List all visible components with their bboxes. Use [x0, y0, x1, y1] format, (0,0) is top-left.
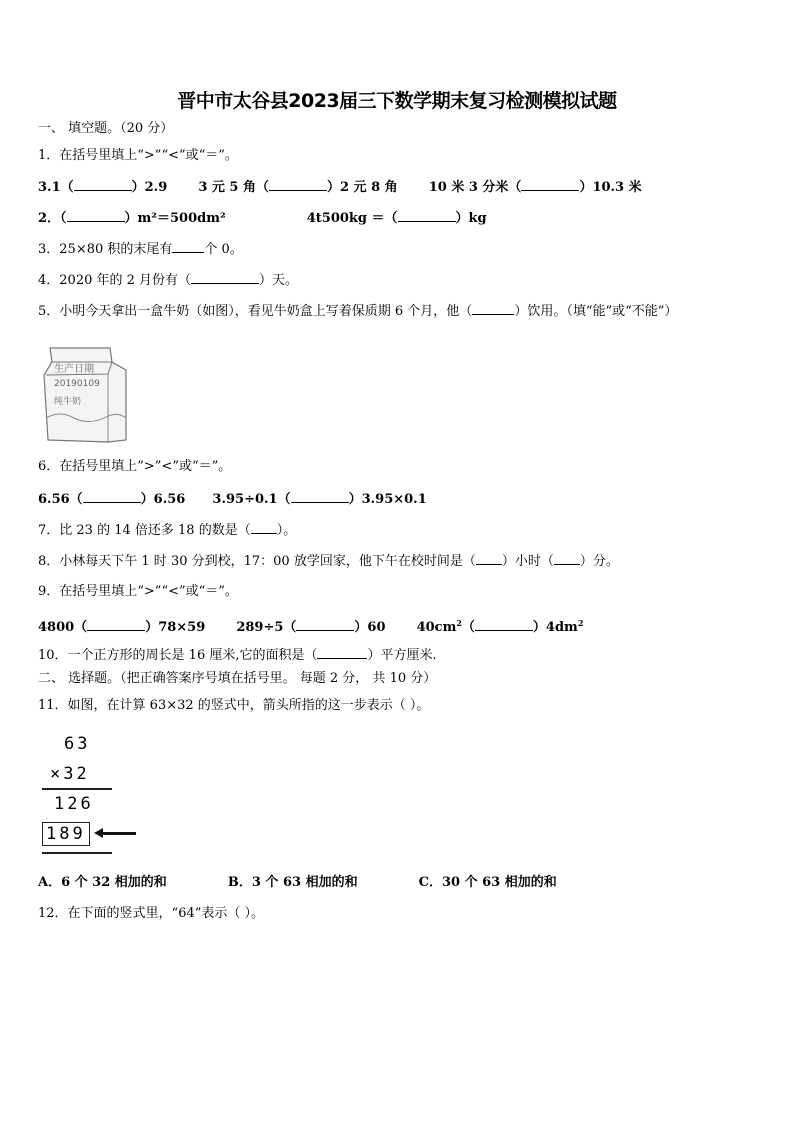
milk-label-pure: 纯牛奶 — [54, 397, 82, 407]
q9-item2-right: ）60 — [354, 620, 386, 635]
answer-blank[interactable] — [472, 302, 514, 315]
q9-item3-left: 40cm — [416, 620, 457, 635]
question-11-options — [38, 875, 557, 891]
answer-blank[interactable] — [172, 240, 204, 253]
answer-blank[interactable] — [296, 618, 354, 631]
option-c[interactable]: C．30 个 63 相加的和 — [418, 875, 557, 890]
q2-part2-left: 4t500kg ＝（ — [306, 211, 398, 226]
calc-row-partial1: 126 — [54, 794, 94, 814]
arrow-left-icon — [102, 832, 136, 835]
q7-left: 7．比 23 的 14 倍还多 18 的数是（ — [38, 523, 251, 538]
q2-num: 2．（ — [38, 211, 67, 226]
q4-left: 4．2020 年的 2 月份有（ — [38, 273, 192, 288]
question-11-stem: 11．如图，在计算 63×32 的竖式中，箭头所指的这一步表示（ ）。 — [38, 698, 430, 713]
q6-item2-left: 3.95÷0.1（ — [212, 492, 291, 507]
q2-part1-right: ）m²＝500dm² — [124, 211, 226, 226]
answer-blank[interactable] — [317, 646, 367, 659]
answer-blank[interactable] — [291, 490, 349, 503]
option-b[interactable]: B．3 个 63 相加的和 — [227, 875, 358, 890]
q3-left: 3．25×80 积的末尾有 — [38, 242, 173, 257]
calc-row-multiplicand: 63 — [64, 734, 91, 754]
answer-blank[interactable] — [74, 178, 132, 191]
question-1-items — [38, 178, 642, 196]
q9-item3-paren: （ — [461, 620, 475, 635]
calc-rule — [42, 788, 112, 790]
question-2 — [38, 209, 487, 227]
superscript: 2 — [456, 618, 462, 628]
q1-item3-left: 10 米 3 分米（ — [428, 180, 522, 195]
calc-row-multiplier: ×32 — [50, 764, 90, 784]
answer-blank[interactable] — [521, 178, 579, 191]
answer-blank[interactable] — [269, 178, 327, 191]
question-4 — [38, 271, 298, 289]
answer-blank[interactable] — [67, 209, 125, 222]
q6-item1-right: ）6.56 — [140, 492, 186, 507]
q2-part2-right: ）kg — [455, 211, 487, 226]
q7-right: ）。 — [276, 523, 297, 538]
option-a[interactable]: A．6 个 32 相加的和 — [38, 875, 167, 890]
question-6-stem: 6．在括号里填上”>”<”或“＝”。 — [38, 459, 232, 474]
calc-row-partial2: 189 — [46, 824, 86, 844]
section-header-fill-blank: 一、 填空题。（20 分） — [38, 121, 174, 136]
answer-blank[interactable] — [398, 209, 456, 222]
q6-item2-right: ）3.95×0.1 — [348, 492, 427, 507]
question-6-items — [38, 490, 427, 508]
q6-item1-left: 6.56（ — [38, 492, 83, 507]
answer-blank[interactable] — [554, 552, 580, 565]
question-1-stem: 1．在括号里填上“>”“<”或“＝”。 — [38, 148, 238, 163]
question-9-items — [38, 615, 583, 636]
answer-blank[interactable] — [83, 490, 141, 503]
q9-item2-left: 289÷5（ — [236, 620, 297, 635]
milk-carton-image — [40, 340, 130, 445]
answer-blank[interactable] — [475, 618, 533, 631]
question-7 — [38, 521, 296, 539]
q9-item3-right: ）4dm — [532, 620, 578, 635]
milk-label-production-date: 生产日期 — [54, 364, 94, 375]
milk-date: 20190109 — [54, 379, 100, 389]
question-5 — [38, 302, 677, 320]
q5-left: 5．小明今天拿出一盒牛奶（如图），看见牛奶盒上写着保质期 6 个月，他（ — [38, 304, 473, 319]
q4-right: ）天。 — [259, 273, 299, 288]
question-10 — [38, 646, 437, 664]
vertical-multiplication-figure — [40, 732, 150, 860]
question-8 — [38, 552, 619, 570]
page-title: 晋中市太谷县2023届三下数学期末复习检测模拟试题 — [177, 90, 617, 112]
q9-item1-right: ）78×59 — [145, 620, 206, 635]
q1-item2-right: ）2 元 8 角 — [326, 180, 398, 195]
question-12-stem: 12．在下面的竖式里，“64”表示（ ）。 — [38, 906, 265, 921]
q3-right: 个 0。 — [204, 242, 243, 257]
q10-right: ）平方厘米. — [367, 648, 437, 663]
calc-rule — [42, 852, 112, 854]
q5-right: ）饮用。（填“能”或“不能”） — [514, 304, 678, 319]
q1-item1-right: ）2.9 — [131, 180, 168, 195]
q1-item2-left: 3 元 5 角（ — [198, 180, 269, 195]
question-9-stem: 9．在括号里填上“>”“<”或“＝”。 — [38, 584, 238, 599]
q1-item1-left: 3.1（ — [38, 180, 74, 195]
q1-item3-right: ）10.3 米 — [579, 180, 642, 195]
question-3 — [38, 240, 243, 258]
answer-blank[interactable] — [476, 552, 502, 565]
q9-item1-left: 4800（ — [38, 620, 88, 635]
superscript: 2 — [577, 618, 584, 628]
section-header-multiple-choice: 二、 选择题。（把正确答案序号填在括号里。 每题 2 分， 共 10 分） — [38, 671, 437, 686]
q8-right: ）分。 — [579, 554, 619, 569]
answer-blank[interactable] — [87, 618, 145, 631]
q8-left: 8．小林每天下午 1 时 30 分到校，17：00 放学回家，他下午在校时间是（ — [38, 554, 476, 569]
answer-blank[interactable] — [251, 521, 277, 534]
answer-blank[interactable] — [191, 271, 259, 284]
q8-mid: ）小时（ — [501, 554, 554, 569]
q10-left: 10．一个正方形的周长是 16 厘米,它的面积是（ — [38, 648, 318, 663]
